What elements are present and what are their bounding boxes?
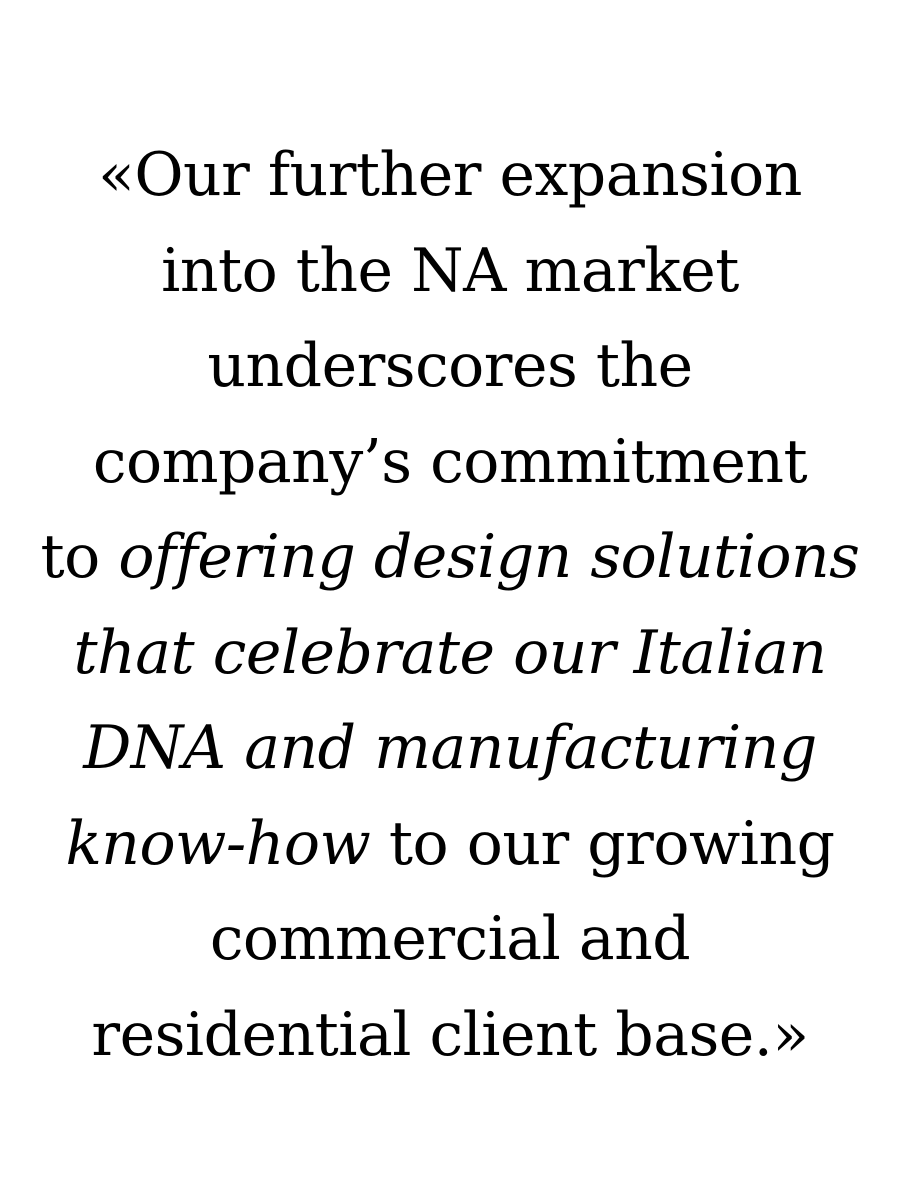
quote-text-emphasis: DNA and manufacturing xyxy=(83,713,817,783)
quote-text: to xyxy=(40,522,119,592)
quote-text: into the NA market xyxy=(161,235,739,306)
quote-line xyxy=(0,224,900,320)
quote-text: company’s commitment xyxy=(92,426,808,497)
quote-text: to our growing xyxy=(370,808,835,879)
quote-text: residential client base.» xyxy=(91,999,809,1070)
quote-line xyxy=(0,701,900,797)
quote-line xyxy=(0,988,900,1084)
quote-text-emphasis: that celebrate our Italian xyxy=(73,617,827,688)
quote-text: «Our further expansion xyxy=(98,140,802,210)
quote-line xyxy=(0,797,900,893)
quote-line xyxy=(0,319,900,415)
quote-line xyxy=(0,510,900,606)
quote-text: commercial and xyxy=(209,904,691,974)
quote-line xyxy=(0,892,900,988)
quote-text-emphasis: know-how xyxy=(65,808,371,879)
quote-text: underscores the xyxy=(207,331,693,401)
quote-line xyxy=(0,415,900,511)
quote-line xyxy=(0,128,900,224)
pull-quote xyxy=(0,128,900,1083)
quote-line xyxy=(0,606,900,702)
quote-text-emphasis: offering design solutions xyxy=(118,522,860,592)
